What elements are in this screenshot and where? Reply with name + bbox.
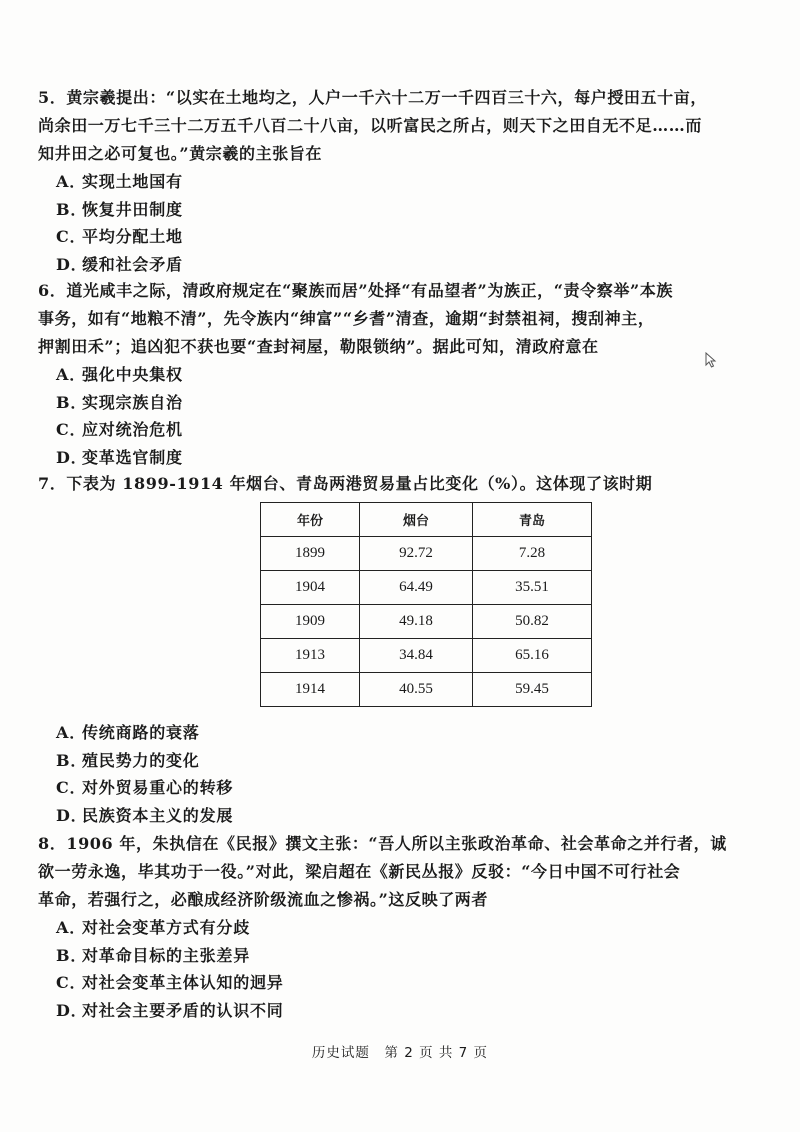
page-footer: 历史试题 第 2 页 共 7 页	[311, 1045, 489, 1061]
table-cell: 49.18	[360, 605, 473, 639]
option-a[interactable]	[38, 168, 738, 196]
option-key: C．	[56, 973, 87, 992]
option-d[interactable]	[38, 251, 738, 279]
option-text: 恢复井田制度	[82, 199, 183, 219]
option-text: 应对统治危机	[82, 420, 183, 439]
option-key: B．	[56, 199, 88, 219]
stem-line: 欲一劳永逸，毕其功于一役。”对此，梁启超在《新民丛报》反驳：“今日中国不可行社会	[38, 862, 681, 881]
trade-ratio-table	[260, 502, 592, 707]
option-b[interactable]	[38, 942, 738, 970]
question-5	[38, 84, 738, 278]
option-text: 平均分配土地	[82, 227, 183, 246]
question-7-options	[38, 719, 738, 829]
table-row	[261, 571, 592, 605]
question-7-stem	[38, 470, 738, 498]
option-text: 对社会变革主体认知的迥异	[82, 973, 284, 992]
option-c[interactable]	[38, 223, 738, 251]
table-header-row	[261, 503, 592, 537]
stem-line: 7．下表为 1899-1914 年烟台、青岛两港贸易量占比变化（%）。这体现了该时期	[38, 474, 653, 493]
option-d[interactable]	[38, 444, 738, 472]
option-text: 缓和社会矛盾	[82, 254, 183, 274]
table-cell: 59.45	[473, 673, 592, 707]
table-cell: 92.72	[360, 537, 473, 571]
stem-line: 尚余田一万七千三十二万五千八百二十八亩，以听富民之所占，则天下之田自无不足……而	[38, 116, 703, 135]
option-text: 对外贸易重心的转移	[82, 778, 234, 797]
option-c[interactable]	[38, 969, 738, 997]
table-row	[261, 605, 592, 639]
question-8-stem	[38, 830, 738, 914]
question-8	[38, 830, 738, 1024]
stem-line: 知井田之必可复也。”黄宗羲的主张旨在	[38, 144, 323, 163]
table-row	[261, 639, 592, 673]
table-row	[261, 537, 592, 571]
option-key: A．	[56, 918, 87, 937]
option-key: B．	[56, 750, 88, 770]
column-header: 年份	[261, 503, 360, 537]
option-key: B．	[56, 945, 88, 965]
option-text: 民族资本主义的发展	[82, 805, 234, 825]
stem-line: 革命，若强行之，必酿成经济阶级流血之惨祸。”这反映了两者	[38, 890, 489, 909]
option-text: 实现土地国有	[82, 172, 183, 191]
table-cell: 1913	[261, 639, 360, 673]
stem-line: 押割田禾”；追凶犯不获也要“查封祠屋，勒限锁纳”。据此可知，清政府意在	[38, 337, 599, 356]
table-cell: 1899	[261, 537, 360, 571]
option-text: 殖民势力的变化	[82, 750, 200, 770]
option-b[interactable]	[38, 747, 738, 775]
option-c[interactable]	[38, 416, 738, 444]
option-a[interactable]	[38, 361, 738, 389]
column-header: 青岛	[473, 503, 592, 537]
option-b[interactable]	[38, 196, 738, 224]
option-key: B．	[56, 392, 88, 412]
stem-line: 8．1906 年，朱执信在《民报》撰文主张：“吾人所以主张政治革命、社会革命之并行者，诚	[38, 834, 727, 853]
mouse-pointer-icon	[705, 352, 717, 368]
stem-line: 事务，如有“地粮不清”，先令族内“绅富”“乡耆”清查，逾期“封禁祖祠，搜刮神主，	[38, 309, 655, 328]
table-cell: 1909	[261, 605, 360, 639]
table-cell: 1904	[261, 571, 360, 605]
option-c[interactable]	[38, 774, 738, 802]
option-d[interactable]	[38, 802, 738, 830]
option-key: A．	[56, 172, 87, 191]
table-cell: 50.82	[473, 605, 592, 639]
stem-line: 5．黄宗羲提出：“以实在土地均之，人户一千六十二万一千四百三十六，每户授田五十亩，	[38, 88, 707, 107]
option-text: 变革选官制度	[82, 447, 183, 467]
option-text: 对社会变革方式有分歧	[82, 918, 251, 937]
table-row	[261, 673, 592, 707]
option-a[interactable]	[38, 719, 738, 747]
option-b[interactable]	[38, 389, 738, 417]
option-key: D．	[56, 447, 88, 467]
option-key: D．	[56, 805, 88, 825]
option-text: 对革命目标的主张差异	[82, 945, 251, 965]
table-cell: 34.84	[360, 639, 473, 673]
table-cell: 65.16	[473, 639, 592, 673]
option-key: A．	[56, 723, 87, 742]
stem-line: 6．道光咸丰之际，清政府规定在“聚族而居”处择“有品望者”为族正，“责令察举”本族	[38, 281, 673, 300]
option-key: C．	[56, 227, 87, 246]
option-d[interactable]	[38, 997, 738, 1025]
table-cell: 35.51	[473, 571, 592, 605]
table-cell: 1914	[261, 673, 360, 707]
column-header: 烟台	[360, 503, 473, 537]
question-6-stem	[38, 277, 738, 361]
option-key: A．	[56, 365, 87, 384]
question-7	[38, 470, 738, 498]
option-key: D．	[56, 254, 88, 274]
option-text: 实现宗族自治	[82, 392, 183, 412]
table-cell: 7.28	[473, 537, 592, 571]
option-key: C．	[56, 420, 87, 439]
option-key: D．	[56, 1000, 88, 1020]
option-a[interactable]	[38, 914, 738, 942]
option-text: 对社会主要矛盾的认识不同	[82, 1000, 284, 1020]
question-5-stem	[38, 84, 738, 168]
table-cell: 40.55	[360, 673, 473, 707]
table-cell: 64.49	[360, 571, 473, 605]
question-6	[38, 277, 738, 471]
option-text: 强化中央集权	[82, 365, 183, 384]
option-text: 传统商路的衰落	[82, 723, 200, 742]
option-key: C．	[56, 778, 87, 797]
